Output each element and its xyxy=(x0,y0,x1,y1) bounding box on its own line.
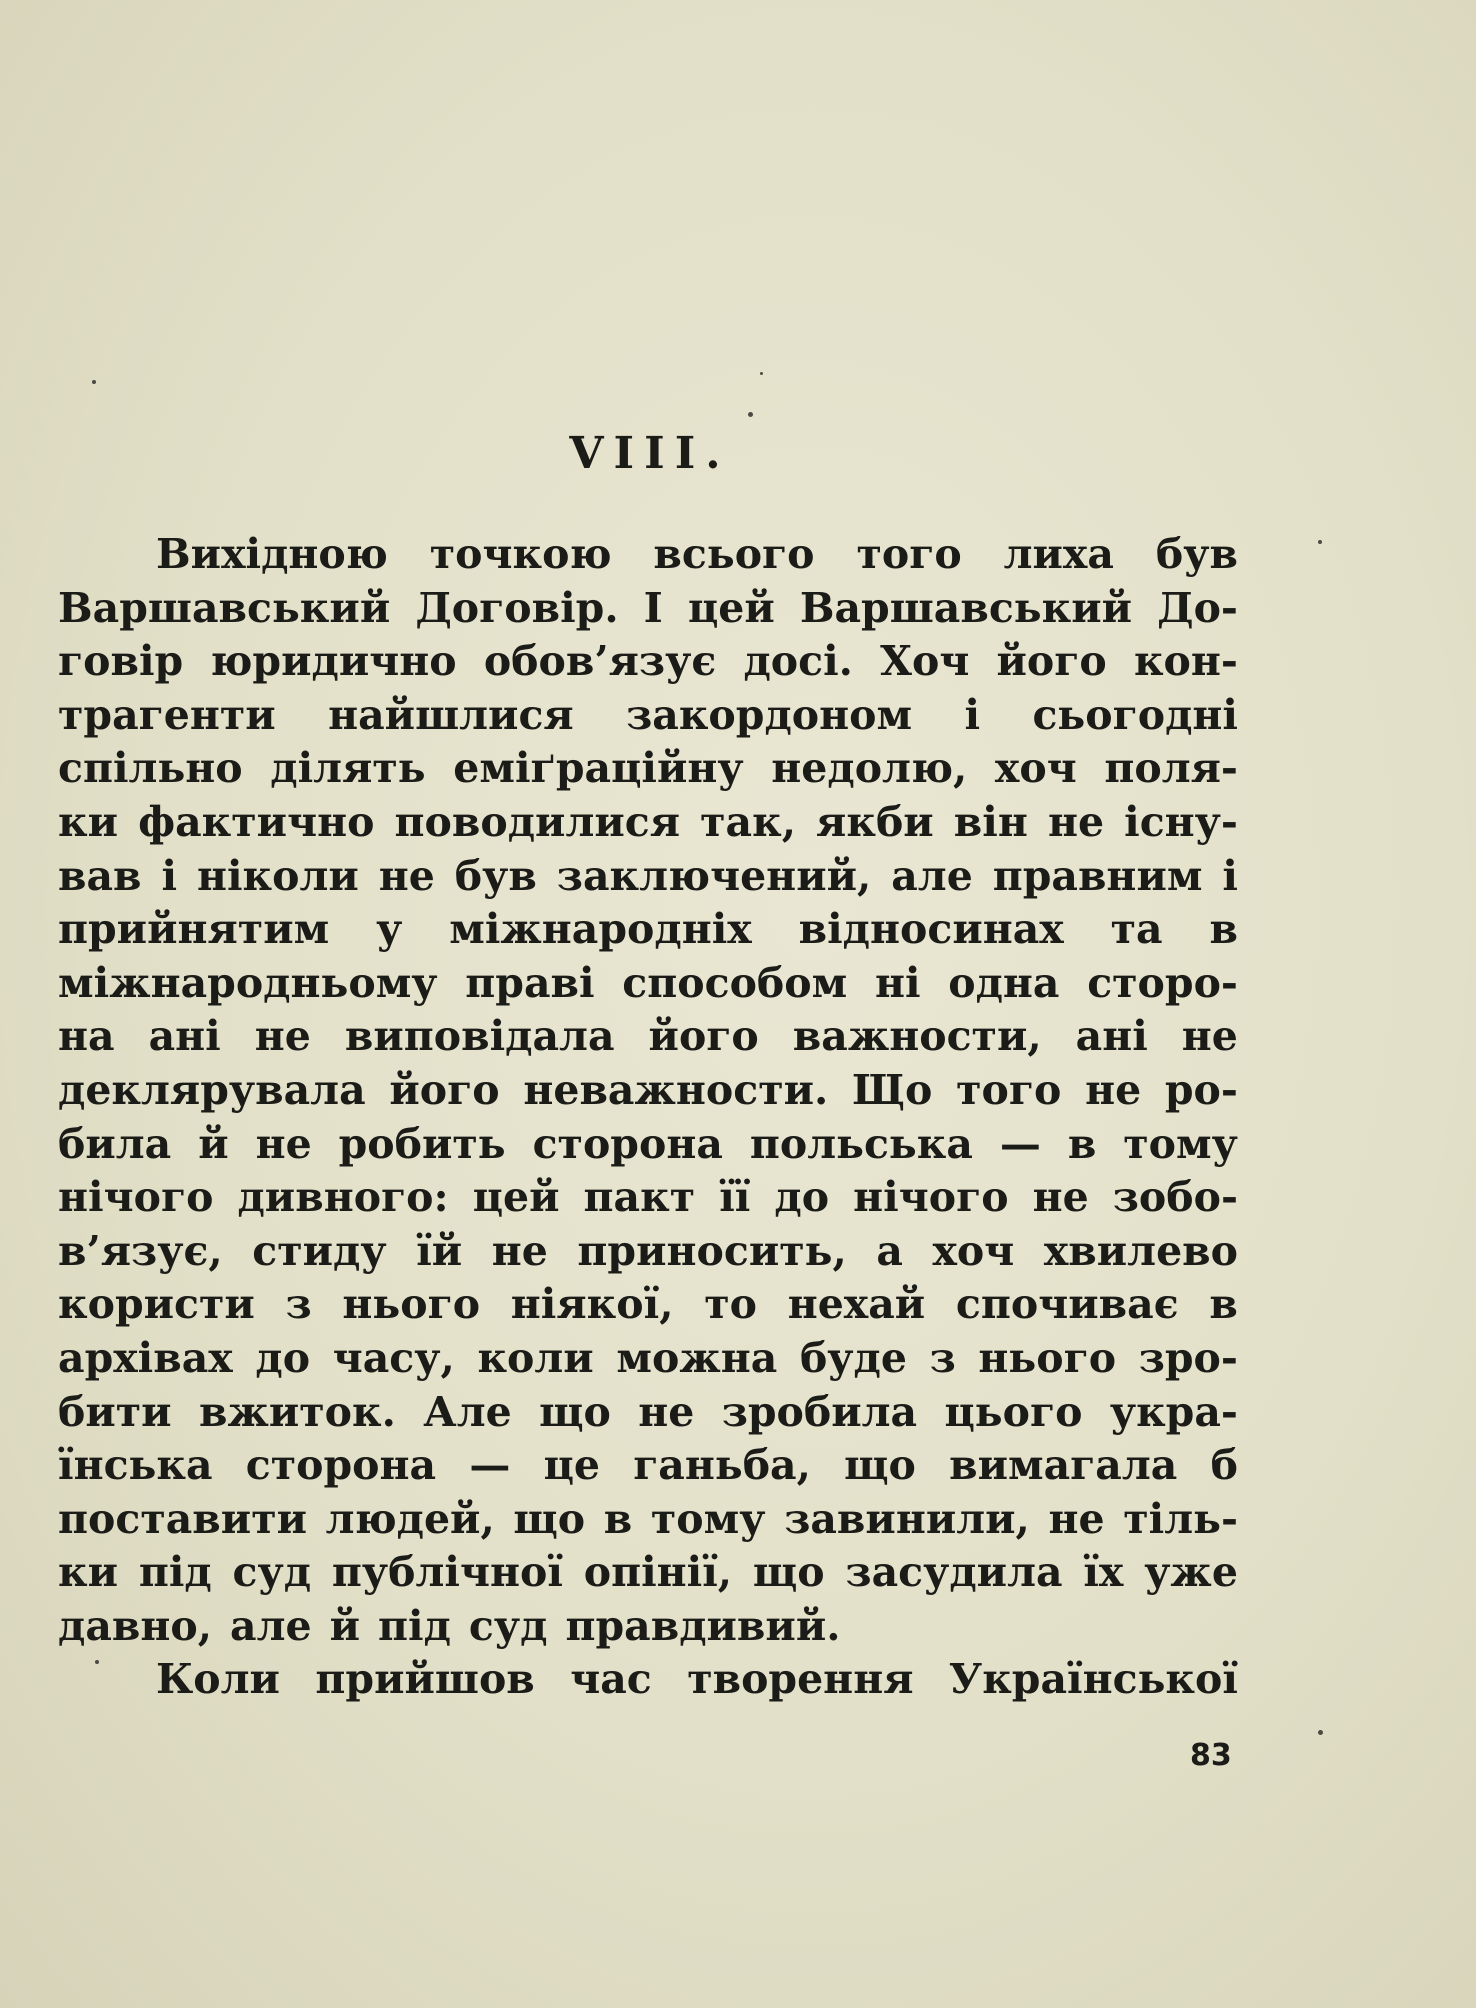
word: можна xyxy=(616,1333,778,1382)
word: нічого xyxy=(853,1173,1009,1222)
word: його xyxy=(389,1065,500,1114)
word: сторона xyxy=(532,1119,723,1168)
word: буде xyxy=(799,1333,907,1382)
word: його xyxy=(996,637,1107,686)
word: цей xyxy=(687,583,775,632)
word: давно, xyxy=(58,1601,213,1650)
text-line xyxy=(58,903,1238,957)
text-line xyxy=(58,796,1238,850)
word: ані xyxy=(148,1012,221,1061)
word: поставити xyxy=(58,1494,308,1543)
word: цього xyxy=(944,1387,1083,1436)
text-line xyxy=(58,1386,1238,1440)
text-line xyxy=(58,850,1238,904)
word: дивного: xyxy=(237,1173,449,1222)
word: б xyxy=(1210,1441,1238,1490)
text-line xyxy=(58,1010,1238,1064)
word: бити xyxy=(58,1387,172,1436)
word: до xyxy=(255,1333,311,1382)
word: пакт xyxy=(583,1173,696,1222)
word: під xyxy=(378,1601,451,1650)
word: але xyxy=(891,851,973,900)
text-line xyxy=(58,635,1238,689)
text-line xyxy=(58,742,1238,796)
word: одна xyxy=(948,958,1060,1007)
word: поля- xyxy=(1104,744,1238,793)
word: часу, xyxy=(332,1333,455,1382)
word: опінії, xyxy=(583,1548,733,1597)
word: До- xyxy=(1157,583,1238,632)
word: — xyxy=(469,1441,511,1490)
word: завинили, xyxy=(784,1494,1030,1543)
word: ганьба, xyxy=(633,1441,811,1490)
word: способом xyxy=(622,958,848,1007)
word: Коли xyxy=(156,1655,280,1704)
word: обов’язує xyxy=(483,637,717,686)
word: що xyxy=(844,1441,916,1490)
text-line xyxy=(58,1278,1238,1332)
word: уже xyxy=(1144,1548,1238,1597)
body-text xyxy=(58,528,1238,1707)
word: Але xyxy=(423,1387,512,1436)
word: міжнародніх xyxy=(449,905,752,954)
word: до xyxy=(774,1173,830,1222)
word: нього xyxy=(342,1280,481,1329)
paper-speck xyxy=(1318,540,1322,544)
word: Варшавський xyxy=(799,583,1133,632)
word: суд xyxy=(468,1601,548,1650)
word: Хоч xyxy=(880,637,970,686)
word: не xyxy=(1047,797,1105,846)
word: — xyxy=(999,1119,1041,1168)
text-line xyxy=(58,1064,1238,1118)
paper-speck xyxy=(748,412,753,417)
word: досі. xyxy=(743,637,853,686)
word: польська xyxy=(749,1119,973,1168)
word: точкою xyxy=(429,530,612,578)
word: творення xyxy=(687,1655,914,1704)
word: не xyxy=(378,851,435,900)
word: сторона xyxy=(245,1441,437,1490)
word: поводилися xyxy=(394,797,681,846)
word: сьогодні xyxy=(1032,690,1238,739)
word: він xyxy=(953,797,1028,846)
word: в xyxy=(1209,905,1238,954)
word: не xyxy=(254,1012,311,1061)
word: і xyxy=(1222,851,1238,900)
text-line xyxy=(58,1439,1238,1493)
word: то xyxy=(704,1280,757,1329)
word: її xyxy=(719,1173,751,1222)
text-line xyxy=(58,582,1238,636)
word: й xyxy=(329,1601,360,1650)
word: й xyxy=(198,1119,229,1168)
word: зобо- xyxy=(1112,1173,1238,1222)
word: спільно xyxy=(58,744,243,793)
word: хоч xyxy=(994,744,1077,793)
word: але xyxy=(230,1601,312,1650)
word: вжиток. xyxy=(198,1387,396,1436)
word: ділять xyxy=(270,744,426,793)
word: укра- xyxy=(1109,1387,1238,1436)
paper-speck xyxy=(92,380,96,384)
word: не xyxy=(638,1387,695,1436)
word: в xyxy=(1067,1119,1097,1168)
word: тіль- xyxy=(1123,1494,1238,1543)
word: ніколи xyxy=(196,851,359,900)
word: Української xyxy=(948,1655,1238,1704)
word: публічної xyxy=(331,1548,563,1597)
text-line xyxy=(58,1225,1238,1279)
word: правдивий. xyxy=(565,1601,841,1650)
word: міжнародньому xyxy=(58,958,438,1007)
word: не xyxy=(491,1226,548,1275)
word: користи xyxy=(58,1280,255,1329)
word: ні xyxy=(874,958,921,1007)
word: праві xyxy=(465,958,595,1007)
word: Що xyxy=(852,1065,933,1114)
word: ніякої, xyxy=(510,1280,674,1329)
word: деклярувала xyxy=(58,1065,366,1114)
word: їх xyxy=(1083,1548,1124,1597)
word: стиду xyxy=(252,1226,387,1275)
word: І xyxy=(643,583,663,632)
word: був xyxy=(1155,530,1238,578)
word: не xyxy=(1181,1012,1238,1061)
word: хвилево xyxy=(1043,1226,1238,1275)
word: не xyxy=(255,1119,312,1168)
word: його xyxy=(648,1012,759,1061)
word: кон- xyxy=(1133,637,1238,686)
word: вимагала xyxy=(949,1441,1178,1490)
word: якби xyxy=(816,797,934,846)
word: а xyxy=(876,1226,903,1275)
word: нічого xyxy=(58,1173,214,1222)
text-line xyxy=(58,1171,1238,1225)
word: зро- xyxy=(1138,1333,1238,1382)
word: Вихідною xyxy=(156,530,388,578)
word: так, xyxy=(700,797,796,846)
word: під xyxy=(138,1548,212,1597)
word: їнська xyxy=(58,1441,213,1490)
word: Варшавський xyxy=(58,583,391,632)
text-line xyxy=(58,528,1238,582)
word: лиха xyxy=(1003,530,1114,578)
word: відносинах xyxy=(798,905,1064,954)
word: це xyxy=(543,1441,600,1490)
word: трагенти xyxy=(58,690,276,739)
word: важности, xyxy=(792,1012,1042,1061)
chapter-heading: VIII. xyxy=(569,428,731,479)
word: заключений, xyxy=(556,851,872,900)
word: ро- xyxy=(1164,1065,1238,1114)
word: вав xyxy=(58,851,142,900)
word: недолю, xyxy=(771,744,968,793)
word: виповідала xyxy=(344,1012,615,1061)
word: у xyxy=(376,905,403,954)
word: цей xyxy=(472,1173,560,1222)
word: з xyxy=(929,1333,956,1382)
word: найшлися xyxy=(328,690,574,739)
paper-speck xyxy=(95,1660,99,1664)
word: тому xyxy=(650,1494,766,1543)
word: ані xyxy=(1075,1012,1148,1061)
word: нього xyxy=(978,1333,1117,1382)
word: існу- xyxy=(1124,797,1238,846)
word: що xyxy=(539,1387,611,1436)
word: засудила xyxy=(845,1548,1063,1597)
word: нехай xyxy=(787,1280,926,1329)
word: еміґраційну xyxy=(453,744,744,793)
word: правним xyxy=(992,851,1203,900)
word: не xyxy=(1085,1065,1142,1114)
word: людей, xyxy=(325,1494,495,1543)
word: не xyxy=(1032,1173,1089,1222)
word: в xyxy=(1209,1280,1238,1329)
word: в’язує, xyxy=(58,1226,223,1275)
word: їй xyxy=(416,1226,463,1275)
page-number: 83 xyxy=(1190,1738,1232,1773)
word: спочиває xyxy=(955,1280,1179,1329)
word: хоч xyxy=(932,1226,1015,1275)
word: била xyxy=(58,1119,172,1168)
word: закордоном xyxy=(626,690,913,739)
word: на xyxy=(58,1012,115,1061)
word: та xyxy=(1110,905,1163,954)
word: час xyxy=(570,1655,652,1704)
word: і xyxy=(161,851,178,900)
text-line xyxy=(58,1546,1238,1600)
word: юридично xyxy=(210,637,457,686)
word: був xyxy=(454,851,537,900)
word: коли xyxy=(477,1333,594,1382)
word: сторо- xyxy=(1087,958,1238,1007)
word: Договір. xyxy=(415,583,619,632)
text-line xyxy=(58,1600,1238,1654)
word: що xyxy=(752,1548,825,1597)
word: з xyxy=(285,1280,312,1329)
word: говір xyxy=(58,637,184,686)
text-line xyxy=(58,1653,1238,1707)
word: того xyxy=(856,530,962,578)
word: ки xyxy=(58,797,119,846)
word: тому xyxy=(1123,1119,1238,1168)
paragraph xyxy=(58,1653,1238,1707)
paper-speck xyxy=(760,372,763,375)
text-line xyxy=(58,957,1238,1011)
word: прийнятим xyxy=(58,905,330,954)
word: ки xyxy=(58,1548,119,1597)
word: неважности. xyxy=(523,1065,829,1114)
word: робить xyxy=(338,1119,506,1168)
text-line xyxy=(58,1332,1238,1386)
word: зробила xyxy=(721,1387,918,1436)
word: суд xyxy=(232,1548,312,1597)
word: і xyxy=(964,690,981,739)
word: архівах xyxy=(58,1333,233,1382)
paragraph xyxy=(58,528,1238,1653)
word: всього xyxy=(653,530,815,578)
text-line xyxy=(58,689,1238,743)
word: прийшов xyxy=(315,1655,535,1704)
paper-speck xyxy=(1318,1730,1323,1735)
word: того xyxy=(956,1065,1062,1114)
word: не xyxy=(1048,1494,1105,1543)
text-line xyxy=(58,1118,1238,1172)
word: що xyxy=(513,1494,586,1543)
word: фактично xyxy=(138,797,375,846)
word: в xyxy=(603,1494,633,1543)
text-line xyxy=(58,1493,1238,1547)
word: приносить, xyxy=(577,1226,847,1275)
